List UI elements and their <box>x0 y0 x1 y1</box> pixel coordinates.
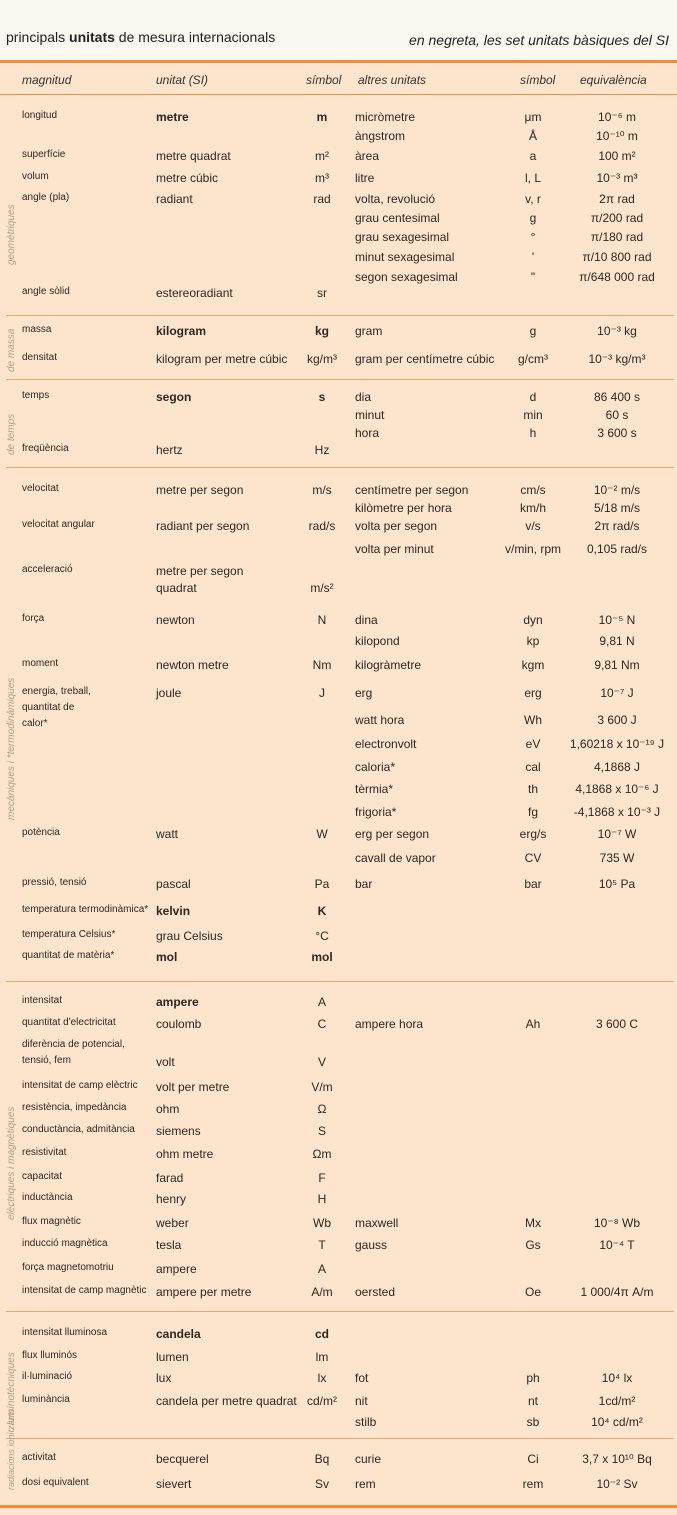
symbol-cell: s <box>318 390 326 404</box>
other-unit-cell: volta per minut <box>355 542 434 556</box>
col-other-units: altres unitats <box>358 73 427 87</box>
symbol-cell: kg/m³ <box>307 352 337 366</box>
magnitude-cell: temperatura Celsius* <box>22 929 116 940</box>
magnitude-cell: quantitat de <box>22 702 75 713</box>
other-unit-cell: bar <box>355 877 373 891</box>
other-symbol-cell: l, L <box>524 171 541 185</box>
unit-cell: radiant per segon <box>156 519 250 533</box>
unit-cell: kilogram per metre cúbic <box>156 352 288 366</box>
magnitude-cell: moment <box>22 658 59 669</box>
other-unit-cell: kilogràmetre <box>355 658 422 672</box>
other-unit-cell: dina <box>355 613 378 627</box>
unit-cell: radiant <box>156 192 193 206</box>
equivalence-cell: 10⁻² Sv <box>596 1477 638 1491</box>
equivalence-cell: 4,1868 J <box>593 760 641 774</box>
equivalence-cell: 10⁻⁶ m <box>598 110 636 124</box>
symbol-cell: A <box>317 995 326 1009</box>
other-unit-cell: cavall de vapor <box>355 851 436 865</box>
unit-cell: siemens <box>156 1124 201 1138</box>
equivalence-cell: 1,60218 x 10⁻¹⁹ J <box>569 737 665 751</box>
other-unit-cell: gauss <box>355 1238 388 1252</box>
equivalence-cell: 10⁻¹⁰ m <box>596 129 638 143</box>
other-unit-cell: watt hora <box>355 713 405 727</box>
magnitude-cell: capacitat <box>22 1171 63 1182</box>
other-symbol-cell: Mx <box>525 1216 541 1230</box>
symbol-cell: Pa <box>314 877 330 891</box>
equivalence-cell: 60 s <box>605 408 629 422</box>
symbol-cell: m² <box>315 149 329 163</box>
other-unit-cell: minut <box>355 408 385 422</box>
magnitude-cell: força magnetomotriu <box>22 1262 114 1273</box>
symbol-cell: Bq <box>314 1452 330 1466</box>
unit-cell: pascal <box>156 877 191 891</box>
symbol-cell: °C <box>315 929 329 943</box>
equivalence-cell: 10⁴ lx <box>601 1371 633 1385</box>
equivalence-cell: π/10 800 rad <box>582 250 652 264</box>
other-unit-cell: nit <box>355 1394 368 1408</box>
symbol-cell: rad <box>313 192 331 206</box>
unit-cell: becquerel <box>156 1452 209 1466</box>
other-symbol-cell: dyn <box>523 613 543 627</box>
group-label-mechanics: mecàniques i *termodinàmiques <box>6 677 17 820</box>
symbol-cell: A/m <box>311 1285 333 1299</box>
equivalence-cell: -4,1868 x 10⁻³ J <box>573 805 661 819</box>
group-separator <box>6 1311 674 1312</box>
symbol-cell: K <box>317 904 327 918</box>
magnitude-cell: conductància, admitància <box>22 1124 135 1135</box>
symbol-cell: sr <box>317 286 327 300</box>
other-symbol-cell: kp <box>526 634 540 648</box>
other-symbol-cell: g <box>529 211 537 225</box>
other-unit-cell: oersted <box>355 1285 396 1299</box>
symbol-cell: H <box>317 1192 327 1206</box>
other-unit-cell: erg per segon <box>355 827 430 841</box>
symbol-cell: Nm <box>312 658 332 672</box>
magnitude-cell: diferència de potencial, <box>22 1039 125 1050</box>
magnitude-cell: intensitat de camp magnètic <box>22 1285 147 1296</box>
magnitude-cell: densitat <box>22 352 58 363</box>
magnitude-cell: temperatura termodinàmica* <box>22 904 149 915</box>
group-separator <box>6 1438 674 1439</box>
magnitude-cell: pressió, tensió <box>22 877 87 888</box>
equivalence-cell: 1 000/4π A/m <box>580 1285 654 1299</box>
magnitude-cell: tensió, fem <box>22 1055 71 1066</box>
other-unit-cell: litre <box>355 171 375 185</box>
equivalence-cell: π/180 rad <box>590 230 644 244</box>
unit-cell: newton <box>156 613 195 627</box>
other-unit-cell: kilòmetre per hora <box>355 501 452 515</box>
other-unit-cell: volta, revolució <box>355 192 436 206</box>
other-unit-cell: maxwell <box>355 1216 399 1230</box>
magnitude-cell: angle sòlid <box>22 286 70 297</box>
group-label-radiation: radiacions ionitzants <box>6 1408 16 1490</box>
other-unit-cell: hora <box>355 426 380 440</box>
unit-cell: weber <box>156 1216 189 1230</box>
other-unit-cell: gram per centímetre cúbic <box>355 352 495 366</box>
symbol-cell: mol <box>311 950 333 964</box>
equivalence-cell: 2π rad <box>599 192 635 206</box>
magnitude-cell: intensitat de camp elèctric <box>22 1080 138 1091</box>
unit-cell: kilogram <box>156 324 207 338</box>
other-symbol-cell: " <box>530 270 536 284</box>
other-symbol-cell: erg/s <box>519 827 547 841</box>
magnitude-cell: acceleració <box>22 564 73 575</box>
symbol-cell: m/s <box>312 483 332 497</box>
symbol-cell: rad/s <box>308 519 336 533</box>
magnitude-cell: calor* <box>22 718 48 729</box>
other-symbol-cell: g/cm³ <box>518 352 548 366</box>
other-unit-cell: grau sexagesimal <box>355 230 450 244</box>
page-title: principals unitats de mesura internacionals <box>6 29 276 45</box>
symbol-cell: lx <box>317 1371 327 1385</box>
magnitude-cell: superfície <box>22 149 66 160</box>
other-symbol-cell: rem <box>522 1477 544 1491</box>
other-unit-cell: frigoria* <box>355 805 397 819</box>
symbol-cell: V <box>317 1055 326 1069</box>
other-symbol-cell: ° <box>530 230 536 244</box>
equivalence-cell: 2π rad/s <box>594 519 640 533</box>
other-unit-cell: rem <box>355 1477 376 1491</box>
symbol-cell: m/s² <box>310 581 334 595</box>
equivalence-cell: 735 W <box>599 851 635 865</box>
magnitude-cell: força <box>22 613 45 624</box>
symbol-cell: cd/m² <box>307 1394 337 1408</box>
equivalence-cell: 10⁻³ kg/m³ <box>588 352 646 366</box>
symbol-cell: Ω <box>317 1102 327 1116</box>
magnitude-cell: intensitat <box>22 995 63 1006</box>
other-symbol-cell: v/s <box>525 519 541 533</box>
unit-cell: watt <box>156 827 179 841</box>
magnitude-cell: energia, treball, <box>22 686 91 697</box>
magnitude-cell: freqüència <box>22 443 69 454</box>
other-symbol-cell: d <box>529 390 537 404</box>
other-unit-cell: segon sexagesimal <box>355 270 458 284</box>
other-symbol-cell: Ah <box>525 1017 541 1031</box>
group-separator <box>6 315 674 316</box>
other-symbol-cell: cal <box>525 760 541 774</box>
symbol-cell: W <box>316 827 328 841</box>
unit-cell: coulomb <box>156 1017 202 1031</box>
unit-cell: lumen <box>156 1350 189 1364</box>
other-symbol-cell: v/min, rpm <box>504 542 561 556</box>
equivalence-cell: 4,1868 x 10⁻⁶ J <box>575 782 659 796</box>
other-symbol-cell: fg <box>527 805 538 819</box>
magnitude-cell: velocitat angular <box>22 519 95 530</box>
magnitude-cell: flux lluminós <box>22 1350 78 1361</box>
magnitude-cell: inducció magnètica <box>22 1238 108 1249</box>
magnitude-cell: longitud <box>22 110 58 121</box>
unit-cell: joule <box>156 686 182 700</box>
other-symbol-cell: eV <box>525 737 541 751</box>
other-symbol-cell: Gs <box>525 1238 541 1252</box>
symbol-cell: C <box>317 1017 327 1031</box>
other-unit-cell: erg <box>355 686 373 700</box>
group-separator <box>6 379 674 380</box>
group-label-time: de temps <box>6 413 17 455</box>
other-unit-cell: curie <box>355 1452 382 1466</box>
unit-cell: candela per metre quadrat <box>156 1394 297 1408</box>
symbol-cell: kg <box>314 324 329 338</box>
symbol-cell: lm <box>315 1350 329 1364</box>
symbol-cell: S <box>317 1124 326 1138</box>
equivalence-cell: 86 400 s <box>593 390 641 404</box>
other-symbol-cell: h <box>529 426 537 440</box>
unit-cell: lux <box>156 1371 172 1385</box>
other-unit-cell: ampere hora <box>355 1017 424 1031</box>
symbol-cell: Ωm <box>312 1147 332 1161</box>
col-magnitude: magnitud <box>22 73 72 87</box>
unit-cell: ohm <box>156 1102 180 1116</box>
col-equivalence: equivalència <box>580 73 647 87</box>
equivalence-cell: 10⁻⁸ Wb <box>593 1216 641 1230</box>
other-unit-cell: dia <box>355 390 372 404</box>
other-symbol-cell: v, r <box>525 192 541 206</box>
unit-cell: ampere <box>156 995 199 1009</box>
group-label-lighting: lumínotècniques <box>6 1352 17 1425</box>
other-symbol-cell: μm <box>524 110 542 124</box>
other-unit-cell: centímetre per segon <box>355 483 469 497</box>
group-label-mass: de massa <box>6 328 17 372</box>
other-unit-cell: minut sexagesimal <box>355 250 455 264</box>
other-symbol-cell: th <box>527 782 538 796</box>
other-symbol-cell: cm/s <box>520 483 546 497</box>
group-separator <box>6 981 674 982</box>
other-symbol-cell: bar <box>524 877 542 891</box>
other-unit-cell: grau centesimal <box>355 211 440 225</box>
equivalence-cell: 10⁻² m/s <box>593 483 641 497</box>
unit-cell: estereoradiant <box>156 286 233 300</box>
unit-cell: segon <box>156 390 192 404</box>
unit-cell: sievert <box>156 1477 192 1491</box>
bottom-rule <box>0 1505 677 1508</box>
unit-cell: ampere <box>156 1262 197 1276</box>
group-separator <box>6 467 674 468</box>
other-symbol-cell: Ci <box>527 1452 539 1466</box>
magnitude-cell: activitat <box>22 1452 56 1463</box>
equivalence-cell: 3 600 s <box>597 426 637 440</box>
other-unit-cell: stilb <box>355 1415 377 1429</box>
unit-cell: metre cúbic <box>156 171 219 185</box>
symbol-cell: cd <box>314 1327 329 1341</box>
other-symbol-cell: min <box>523 408 543 422</box>
equivalence-cell: 10⁴ cd/m² <box>591 1415 643 1429</box>
unit-cell: volt <box>156 1055 175 1069</box>
equivalence-cell: 10⁻⁵ N <box>598 613 636 627</box>
equivalence-cell: 3,7 x 10¹⁰ Bq <box>582 1452 652 1466</box>
equivalence-cell: 3 600 J <box>597 713 637 727</box>
equivalence-cell: 9,81 N <box>599 634 635 648</box>
other-unit-cell: àngstrom <box>355 129 406 143</box>
other-unit-cell: kilopond <box>355 634 400 648</box>
equivalence-cell: 9,81 Nm <box>594 658 640 672</box>
other-symbol-cell: Å <box>528 129 537 143</box>
other-unit-cell: caloria* <box>355 760 396 774</box>
unit-cell: metre per segon <box>156 483 244 497</box>
equivalence-cell: 10⁵ Pa <box>598 877 636 891</box>
col-unit: unitat (SI) <box>156 73 209 87</box>
symbol-cell: F <box>318 1171 326 1185</box>
unit-cell: metre <box>156 110 189 124</box>
unit-cell: volt per metre <box>156 1080 230 1094</box>
unit-cell: ohm metre <box>156 1147 214 1161</box>
other-unit-cell: tèrmia* <box>355 782 394 796</box>
symbol-cell: T <box>318 1238 326 1252</box>
unit-cell: tesla <box>156 1238 182 1252</box>
other-unit-cell: fot <box>355 1371 369 1385</box>
unit-cell: newton metre <box>156 658 229 672</box>
col-symbol: símbol <box>306 73 342 87</box>
other-symbol-cell: sb <box>526 1415 540 1429</box>
equivalence-cell: 1cd/m² <box>598 1394 636 1408</box>
other-symbol-cell: kgm <box>521 658 545 672</box>
group-label-geometric: geomètriques <box>6 204 17 265</box>
unit-cell: kelvin <box>156 904 191 918</box>
other-symbol-cell: km/h <box>519 501 546 515</box>
equivalence-cell: π/200 rad <box>590 211 644 225</box>
magnitude-cell: flux magnètic <box>22 1216 81 1227</box>
symbol-cell: Wb <box>313 1216 331 1230</box>
symbol-cell: m³ <box>315 171 329 185</box>
unit-cell: hertz <box>156 443 183 457</box>
symbol-cell: m <box>316 110 328 124</box>
unit-cell: mol <box>156 950 178 964</box>
magnitude-cell: inductància <box>22 1192 73 1203</box>
symbol-cell: Hz <box>314 443 330 457</box>
symbol-cell: J <box>319 686 325 700</box>
other-unit-cell: gram <box>355 324 383 338</box>
magnitude-cell: quantitat d'electricitat <box>22 1017 116 1028</box>
equivalence-cell: 10⁻⁷ W <box>597 827 637 841</box>
other-unit-cell: volta per segon <box>355 519 438 533</box>
magnitude-cell: resistència, impedància <box>22 1102 127 1113</box>
equivalence-cell: 100 m² <box>598 149 636 163</box>
other-symbol-cell: Wh <box>524 713 542 727</box>
unit-cell: metre quadrat <box>156 149 231 163</box>
equivalence-cell: 10⁻³ kg <box>597 324 637 338</box>
symbol-cell: N <box>317 613 327 627</box>
magnitude-cell: temps <box>22 390 50 401</box>
magnitude-cell: resistivitat <box>22 1147 67 1158</box>
other-unit-cell: àrea <box>355 149 380 163</box>
magnitude-cell: intensitat lluminosa <box>22 1327 108 1338</box>
magnitude-cell: luminància <box>22 1394 70 1405</box>
page-note: en negreta, les set unitats bàsiques del SI <box>409 32 669 48</box>
unit-cell: quadrat <box>156 581 197 595</box>
magnitude-cell: angle (pla) <box>22 192 70 203</box>
other-symbol-cell: g <box>529 324 537 338</box>
magnitude-cell: il·luminació <box>22 1371 73 1382</box>
equivalence-cell: 10⁻⁴ T <box>599 1238 635 1252</box>
symbol-cell: A <box>317 1262 326 1276</box>
unit-cell: metre per segon <box>156 564 244 578</box>
other-unit-cell: electronvolt <box>355 737 417 751</box>
other-symbol-cell: nt <box>527 1394 538 1408</box>
equivalence-cell: 0,105 rad/s <box>586 542 648 556</box>
other-unit-cell: micròmetre <box>355 110 416 124</box>
magnitude-cell: velocitat <box>22 483 59 494</box>
equivalence-cell: 3 600 C <box>595 1017 639 1031</box>
magnitude-cell: massa <box>22 324 52 335</box>
equivalence-cell: 10⁻⁷ J <box>600 686 634 700</box>
other-symbol-cell: ' <box>531 250 535 264</box>
unit-cell: candela <box>156 1327 201 1341</box>
group-label-electrical: elèctriques i magnètiques <box>6 1106 17 1220</box>
magnitude-cell: potència <box>22 827 60 838</box>
unit-cell: grau Celsius <box>156 929 223 943</box>
magnitude-cell: dosi equivalent <box>22 1477 89 1488</box>
symbol-cell: Sv <box>314 1477 329 1491</box>
equivalence-cell: 5/18 m/s <box>593 501 641 515</box>
other-symbol-cell: ph <box>526 1371 540 1385</box>
unit-cell: ampere per metre <box>156 1285 252 1299</box>
column-header-rule <box>0 94 677 95</box>
unit-cell: henry <box>156 1192 187 1206</box>
magnitude-cell: volum <box>22 171 49 182</box>
symbol-cell: V/m <box>311 1080 333 1094</box>
col-other-symbol: símbol <box>520 73 556 87</box>
unit-cell: farad <box>156 1171 184 1185</box>
equivalence-cell: π/648 000 rad <box>579 270 655 284</box>
other-symbol-cell: a <box>529 149 537 163</box>
equivalence-cell: 10⁻³ m³ <box>596 171 638 185</box>
other-symbol-cell: erg <box>524 686 542 700</box>
other-symbol-cell: CV <box>524 851 542 865</box>
header-rule <box>0 60 677 63</box>
magnitude-cell: quantitat de matèria* <box>22 950 115 961</box>
other-symbol-cell: Oe <box>524 1285 541 1299</box>
